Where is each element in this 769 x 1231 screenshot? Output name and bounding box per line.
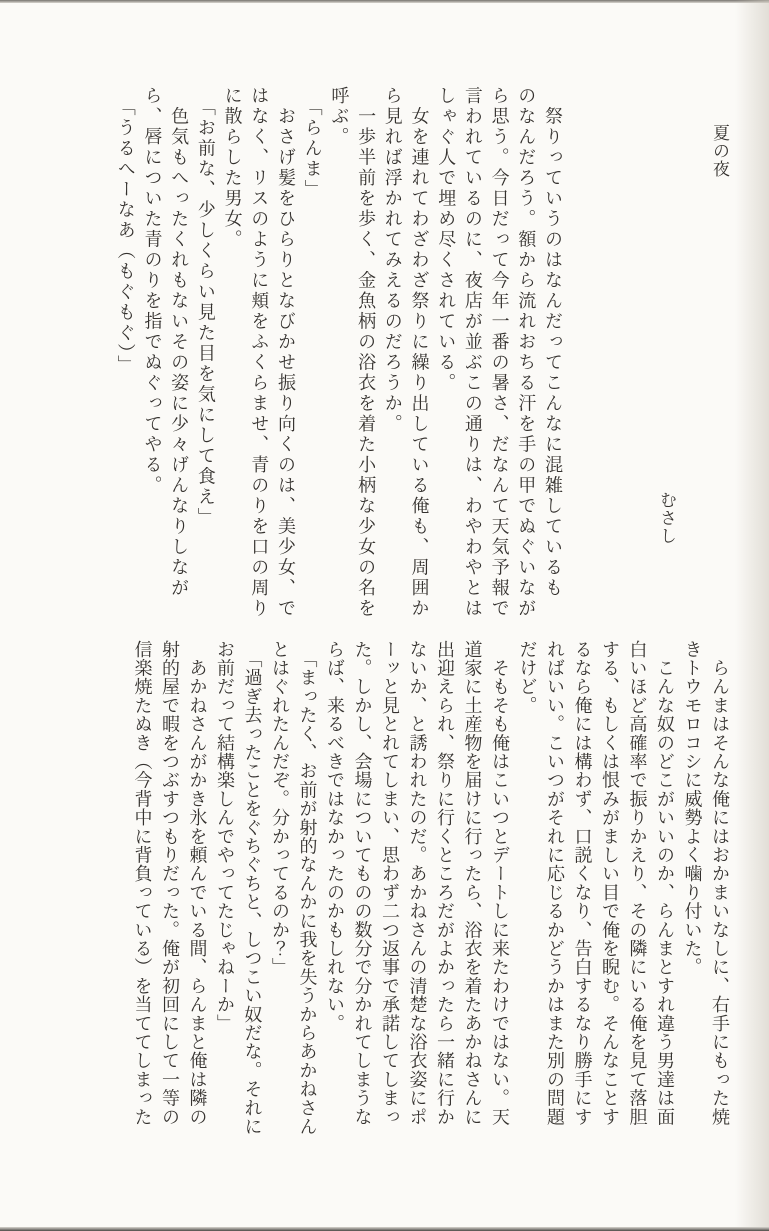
text-line: に散らした男女。 bbox=[221, 86, 243, 250]
text-line: ら見れば浮かれてみえるのだろうか。 bbox=[381, 86, 403, 435]
text-line: ら、唇についた青のりを指でぬぐってやる。 bbox=[141, 86, 163, 496]
text-line: 一歩半前を歩く、金魚柄の浴衣を着た小柄な少女の名を bbox=[355, 86, 377, 619]
text-line: 「過ぎ去ったことをぐちぐちと、しつこい奴だな。それに bbox=[241, 640, 263, 1136]
text-line: お前だって結構楽しんでやってたじゃねーか」 bbox=[214, 640, 235, 1033]
text-line: 出迎えられ、祭りに行くところだがよかったら一緒に行か bbox=[434, 640, 455, 1127]
text-line: ーッと見とれてしまい、思わず二つ返事で承諾してしまっ bbox=[379, 640, 400, 1127]
story-text-block-bottom bbox=[128, 640, 733, 1140]
text-line: 色気もへったくれもないその姿に少々げんなりしなが bbox=[168, 86, 190, 599]
story-title: 夏の夜 bbox=[709, 124, 729, 178]
page-edge-top bbox=[0, 0, 769, 3]
text-line: 信楽焼たぬき（今背中に背負っている）を当ててしまった bbox=[131, 640, 153, 1127]
author-name: むさし bbox=[656, 491, 676, 545]
text-line: 「お前な、少しくらい見た目を気にして食え」 bbox=[194, 86, 216, 528]
text-line: 白いほど高確率で振りかえり、その隣にいる俺を見て落胆 bbox=[626, 640, 648, 1127]
text-line: きトウモロコシに威勢よく噛り付いた。 bbox=[681, 640, 703, 977]
text-line: 祭りっていうのはなんだってこんなに混雑しているも bbox=[542, 86, 563, 599]
text-line: する、もしくは恨みがましい目で俺を睨む。そんなことす bbox=[599, 640, 620, 1127]
text-line: 呼ぶ。 bbox=[328, 86, 350, 148]
text-line: あかねさんがかき氷を頼んでいる間、らんまと俺は隣の bbox=[186, 640, 208, 1127]
text-line: た。しかし、会場についてものの数分で分かれてしまうな bbox=[351, 640, 373, 1127]
text-line: らば、来るべきではなかったのかもしれない。 bbox=[324, 640, 345, 1033]
text-line: 「らんま」 bbox=[301, 86, 323, 200]
text-line: 「まったく、お前が射的なんかに我を失うからあかねさん bbox=[296, 640, 318, 1136]
text-line: 女を連れてわざわざ祭りに繰り出している俺も、周囲か bbox=[408, 86, 430, 619]
page-edge-right-shadow bbox=[735, 0, 769, 1231]
text-line: 言われているのに、夜店が並ぶこの通りは、わやわやとは bbox=[461, 86, 483, 619]
text-line: ないか、と誘われたのだ。あかねさんの清楚な浴衣姿にポ bbox=[406, 640, 428, 1127]
text-line: らんまはそんな俺にはおかまいなしに、右手にもった焼 bbox=[709, 640, 730, 1127]
text-line: とはぐれたんだぞ。分かってるのか？」 bbox=[269, 640, 290, 977]
text-line: しゃぐ人で埋め尽くされている。 bbox=[435, 86, 457, 394]
text-line: はなく、リスのように頬をふくらませ、青のりを口の周り bbox=[248, 86, 270, 619]
story-text-block-top bbox=[111, 86, 565, 631]
text-line: 道家に土産物を届けに行ったら、浴衣を着たあかねさんに bbox=[461, 640, 483, 1127]
text-line: 「うるへーなあ（もぐもぐ）」 bbox=[114, 86, 136, 376]
text-line: るなら俺には構わず、口説くなり、告白するなり勝手にす bbox=[571, 640, 593, 1127]
page-edge-bottom bbox=[0, 1227, 769, 1231]
text-line: おさげ髪をひらりとなびかせ振り向くのは、美少女、で bbox=[274, 86, 296, 619]
text-line: そもそも俺はこいつとデートしに来たわけではない。天 bbox=[489, 640, 510, 1127]
text-line: 射的屋で暇をつぶすつもりだった。俺が初回にして一等の bbox=[159, 640, 180, 1127]
text-line: こんな奴のどこがいいのか、らんまとすれ違う男達は面 bbox=[654, 640, 675, 1127]
text-line: のなんだろう。額から流れおちる汗を手の甲でぬぐいなが bbox=[515, 86, 537, 619]
text-line: ら思う。今日だって今年一番の暑さ、だなんて天気予報で bbox=[488, 86, 510, 619]
text-line: だけど。 bbox=[516, 640, 538, 715]
text-line: ればいい。こいつがそれに応じるかどうかはまた別の問題 bbox=[544, 640, 565, 1127]
